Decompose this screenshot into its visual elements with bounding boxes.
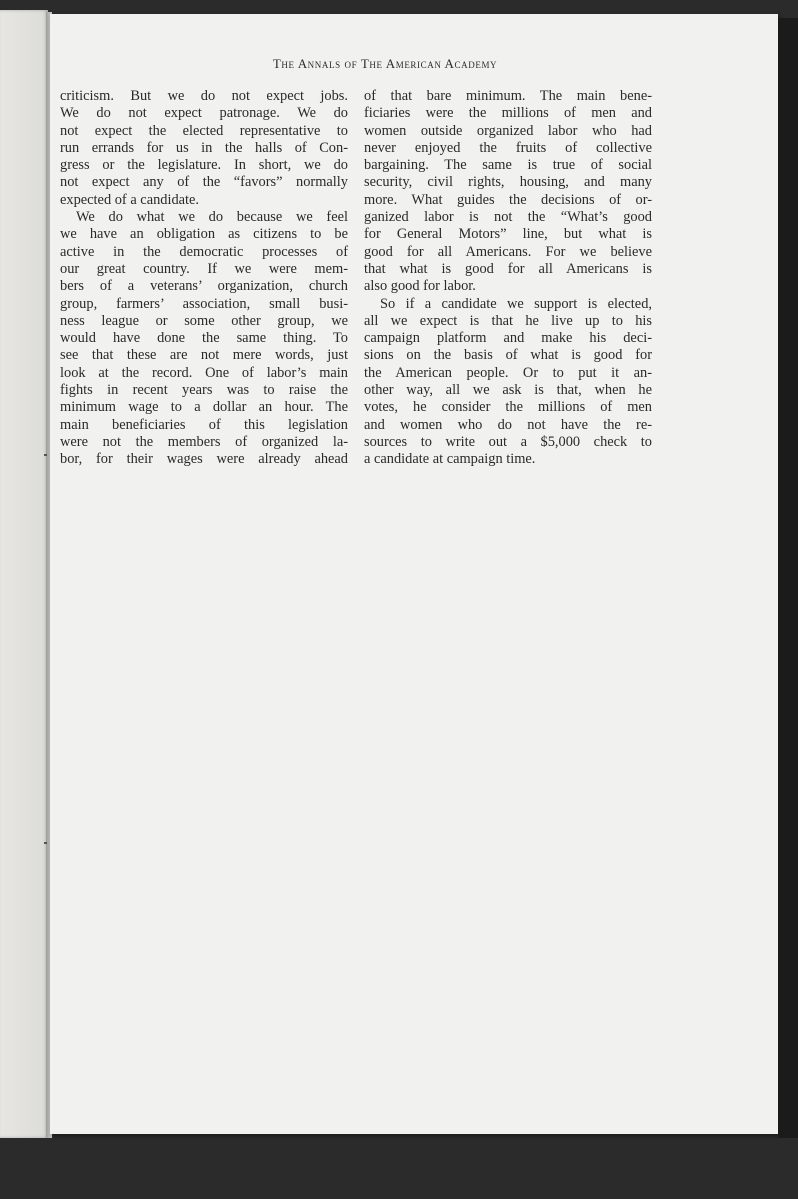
text-line: good for all Americans. For we believe <box>364 243 652 260</box>
text-line: other way, all we ask is that, when he <box>364 382 652 399</box>
text-line: never enjoyed the fruits of collective <box>364 139 652 156</box>
text-line: see that these are not mere words, just <box>60 347 348 364</box>
text-line: main beneficiaries of this legislation <box>60 416 348 433</box>
text-line: not expect any of the “favors” normally <box>60 174 348 191</box>
text-line: fights in recent years was to raise the <box>60 382 348 399</box>
page-edge-shadow <box>778 18 798 1138</box>
text-line: campaign platform and make his deci- <box>364 330 652 347</box>
text-line: run errands for us in the halls of Con- <box>60 139 348 156</box>
text-line: bor, for their wages were already ahead <box>60 451 348 468</box>
text-line: group, farmers’ association, small busi- <box>60 295 348 312</box>
text-line: ness league or some other group, we <box>60 312 348 329</box>
text-line: votes, he consider the millions of men <box>364 399 652 416</box>
right-paragraph-2 <box>364 296 652 469</box>
margin-mark <box>44 454 47 456</box>
text-line: women outside organized labor who had <box>364 122 652 139</box>
right-column <box>364 88 652 469</box>
text-line: of that bare minimum. The main bene- <box>364 88 652 104</box>
text-line: and women who do not have the re- <box>364 416 652 433</box>
text-line: bargaining. The same is true of social <box>364 157 652 174</box>
text-line: active in the democratic processes of <box>60 243 348 260</box>
text-line: bers of a veterans’ organization, church <box>60 278 348 295</box>
text-line: security, civil rights, housing, and many <box>364 174 652 191</box>
text-line: were not the members of organized la- <box>60 433 348 450</box>
text-line: a candidate at campaign time. <box>364 451 536 468</box>
text-line: ganized labor is not the “What’s good <box>364 209 652 226</box>
text-line: gress or the legislature. In short, we do <box>60 157 348 174</box>
left-paragraph-2 <box>60 209 348 468</box>
text-line: also good for labor. <box>364 278 476 295</box>
text-line: would have done the same thing. To <box>60 330 348 347</box>
left-paragraph-1 <box>60 88 348 209</box>
facing-page-edge <box>0 10 48 1138</box>
text-line: We do not expect patronage. We do <box>60 105 348 122</box>
margin-mark <box>44 842 47 844</box>
text-line: expected of a candidate. <box>60 191 200 208</box>
text-line: So if a candidate we support is elected, <box>380 295 652 312</box>
text-line: that what is good for all Americans is <box>364 260 652 277</box>
text-line: sources to write out a $5,000 check to <box>364 433 652 450</box>
text-line: our great country. If we were mem- <box>60 260 348 277</box>
text-line: We do what we do because we feel <box>76 209 348 226</box>
text-line: minimum wage to a dollar an hour. The <box>60 399 348 416</box>
text-line: the American people. Or to put it an- <box>364 364 652 381</box>
text-line: look at the record. One of labor’s main <box>60 364 348 381</box>
text-line: for General Motors” line, but what is <box>364 226 652 243</box>
text-line: more. What guides the decisions of or- <box>364 191 652 208</box>
text-line: not expect the elected representative to <box>60 122 348 139</box>
text-line: all we expect is that he live up to his <box>364 312 652 329</box>
left-column <box>60 88 348 469</box>
text-line: ficiaries were the millions of men and <box>364 105 652 122</box>
text-line: criticism. But we do not expect jobs. <box>60 88 348 104</box>
text-line: we have an obligation as citizens to be <box>60 226 348 243</box>
running-head: The Annals of The American Academy <box>272 56 498 71</box>
text-line: sions on the basis of what is good for <box>364 347 652 364</box>
right-paragraph-1 <box>364 88 652 296</box>
